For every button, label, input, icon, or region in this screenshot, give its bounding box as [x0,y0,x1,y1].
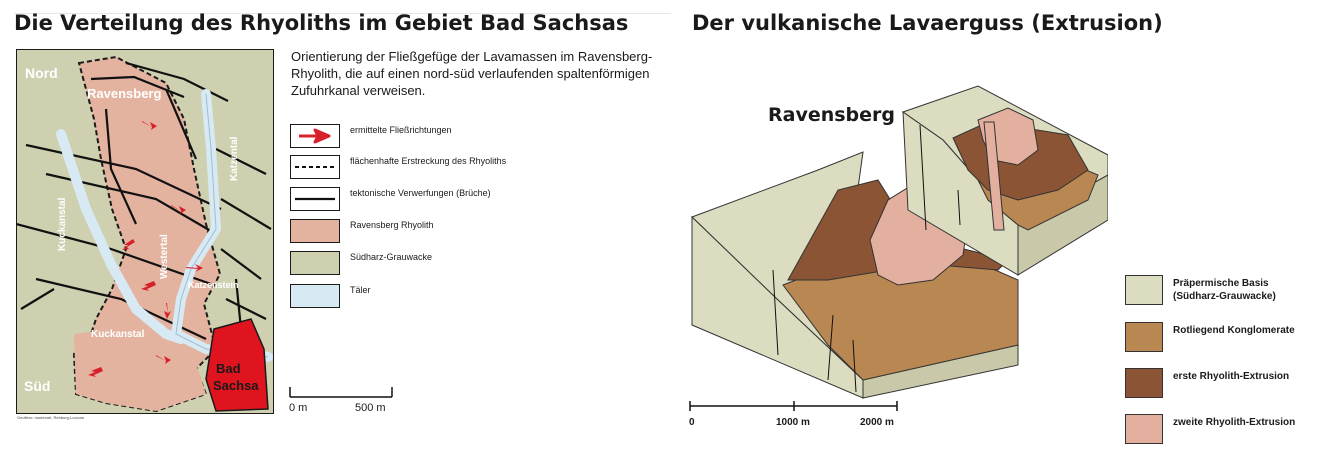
label-kuckanstal-area: Kuckanstal [91,329,145,340]
left-scale-bar [288,385,398,415]
legend-swatch-basis [1125,275,1163,305]
scale-start-label: 0 m [289,402,308,414]
legend-item-first-extrusion [1125,368,1315,402]
label-katzenstein: Katzenstein [188,280,239,290]
legend-swatch-rhyolith [290,219,340,243]
right-scale-bar [688,398,903,432]
scale-mid-label: 1000 m [776,417,810,428]
extrusion-block-diagram [688,80,1108,410]
label-kuckanstal-valley: Kuckanstal [57,197,68,251]
scale-start-label: 0 [689,417,695,428]
legend-swatch-dashed [290,155,340,179]
scale-bar-line [288,385,398,401]
label-nord: Nord [25,65,58,81]
legend-label: tektonische Verwerfungen (Brüche) [350,188,491,198]
legend-label: Rotliegend Konglomerate [1173,325,1295,336]
legend-label: Präpermische Basis (Südharz-Grauwacke) [1173,278,1276,302]
legend-swatch-valleys [290,284,340,308]
legend-label: Täler [350,285,371,295]
label-sued: Süd [24,378,51,394]
legend-item-second-extrusion [1125,414,1315,448]
red-arrow-icon [291,125,338,146]
legend-swatch-second-extrusion [1125,414,1163,444]
legend-swatch-konglomerate [1125,322,1163,352]
legend-label: Südharz-Grauwacke [350,252,433,262]
block-label-ravensberg: Ravensberg [768,104,896,126]
legend-swatch-solid [290,187,340,211]
legend-label: zweite Rhyolith-Extrusion [1173,417,1296,428]
legend-item-konglomerate [1125,322,1315,356]
label-westertal: Westertal [159,234,170,279]
legend-item-basis [1125,275,1315,309]
dashed-line-icon [291,156,338,177]
legend-label: ermittelte Fließrichtungen [350,125,452,135]
legend-label: erste Rhyolith-Extrusion [1173,371,1290,382]
legend-label: flächenhafte Erstreckung des Rhyoliths [350,156,507,166]
solid-line-icon [291,188,338,209]
label-ravensberg: Ravensberg [87,86,162,101]
scale-bar-line [688,398,903,414]
right-panel-title: Der vulkanische Lavaerguss (Extrusion) [692,11,1163,35]
legend-swatch-grauwacke [290,251,340,275]
legend-label: Ravensberg Rhyolith [350,220,434,230]
label-sachsa: Sachsa [213,378,259,393]
scale-end-label: 2000 m [860,417,894,428]
scale-end-label: 500 m [355,402,386,414]
label-katzental: Katzental [229,136,240,181]
left-panel-title: Die Verteilung des Rhyoliths im Gebiet Bad Sachsas [14,11,629,35]
map-description: Orientierung der Fließgefüge der Lavamassen im Ravensberg-Rhyolith, die auf einen nord-süd verlaufenden spaltenförmigen Zufuhrkanal verweisen. [291,49,653,98]
rhyolith-distribution-map [16,49,274,414]
legend-swatch-first-extrusion [1125,368,1163,398]
legend-swatch-arrow [290,124,340,148]
map-credit: Geoflero: mueecart, Rehburg-Loccum [17,415,85,420]
label-bad: Bad [216,361,241,376]
